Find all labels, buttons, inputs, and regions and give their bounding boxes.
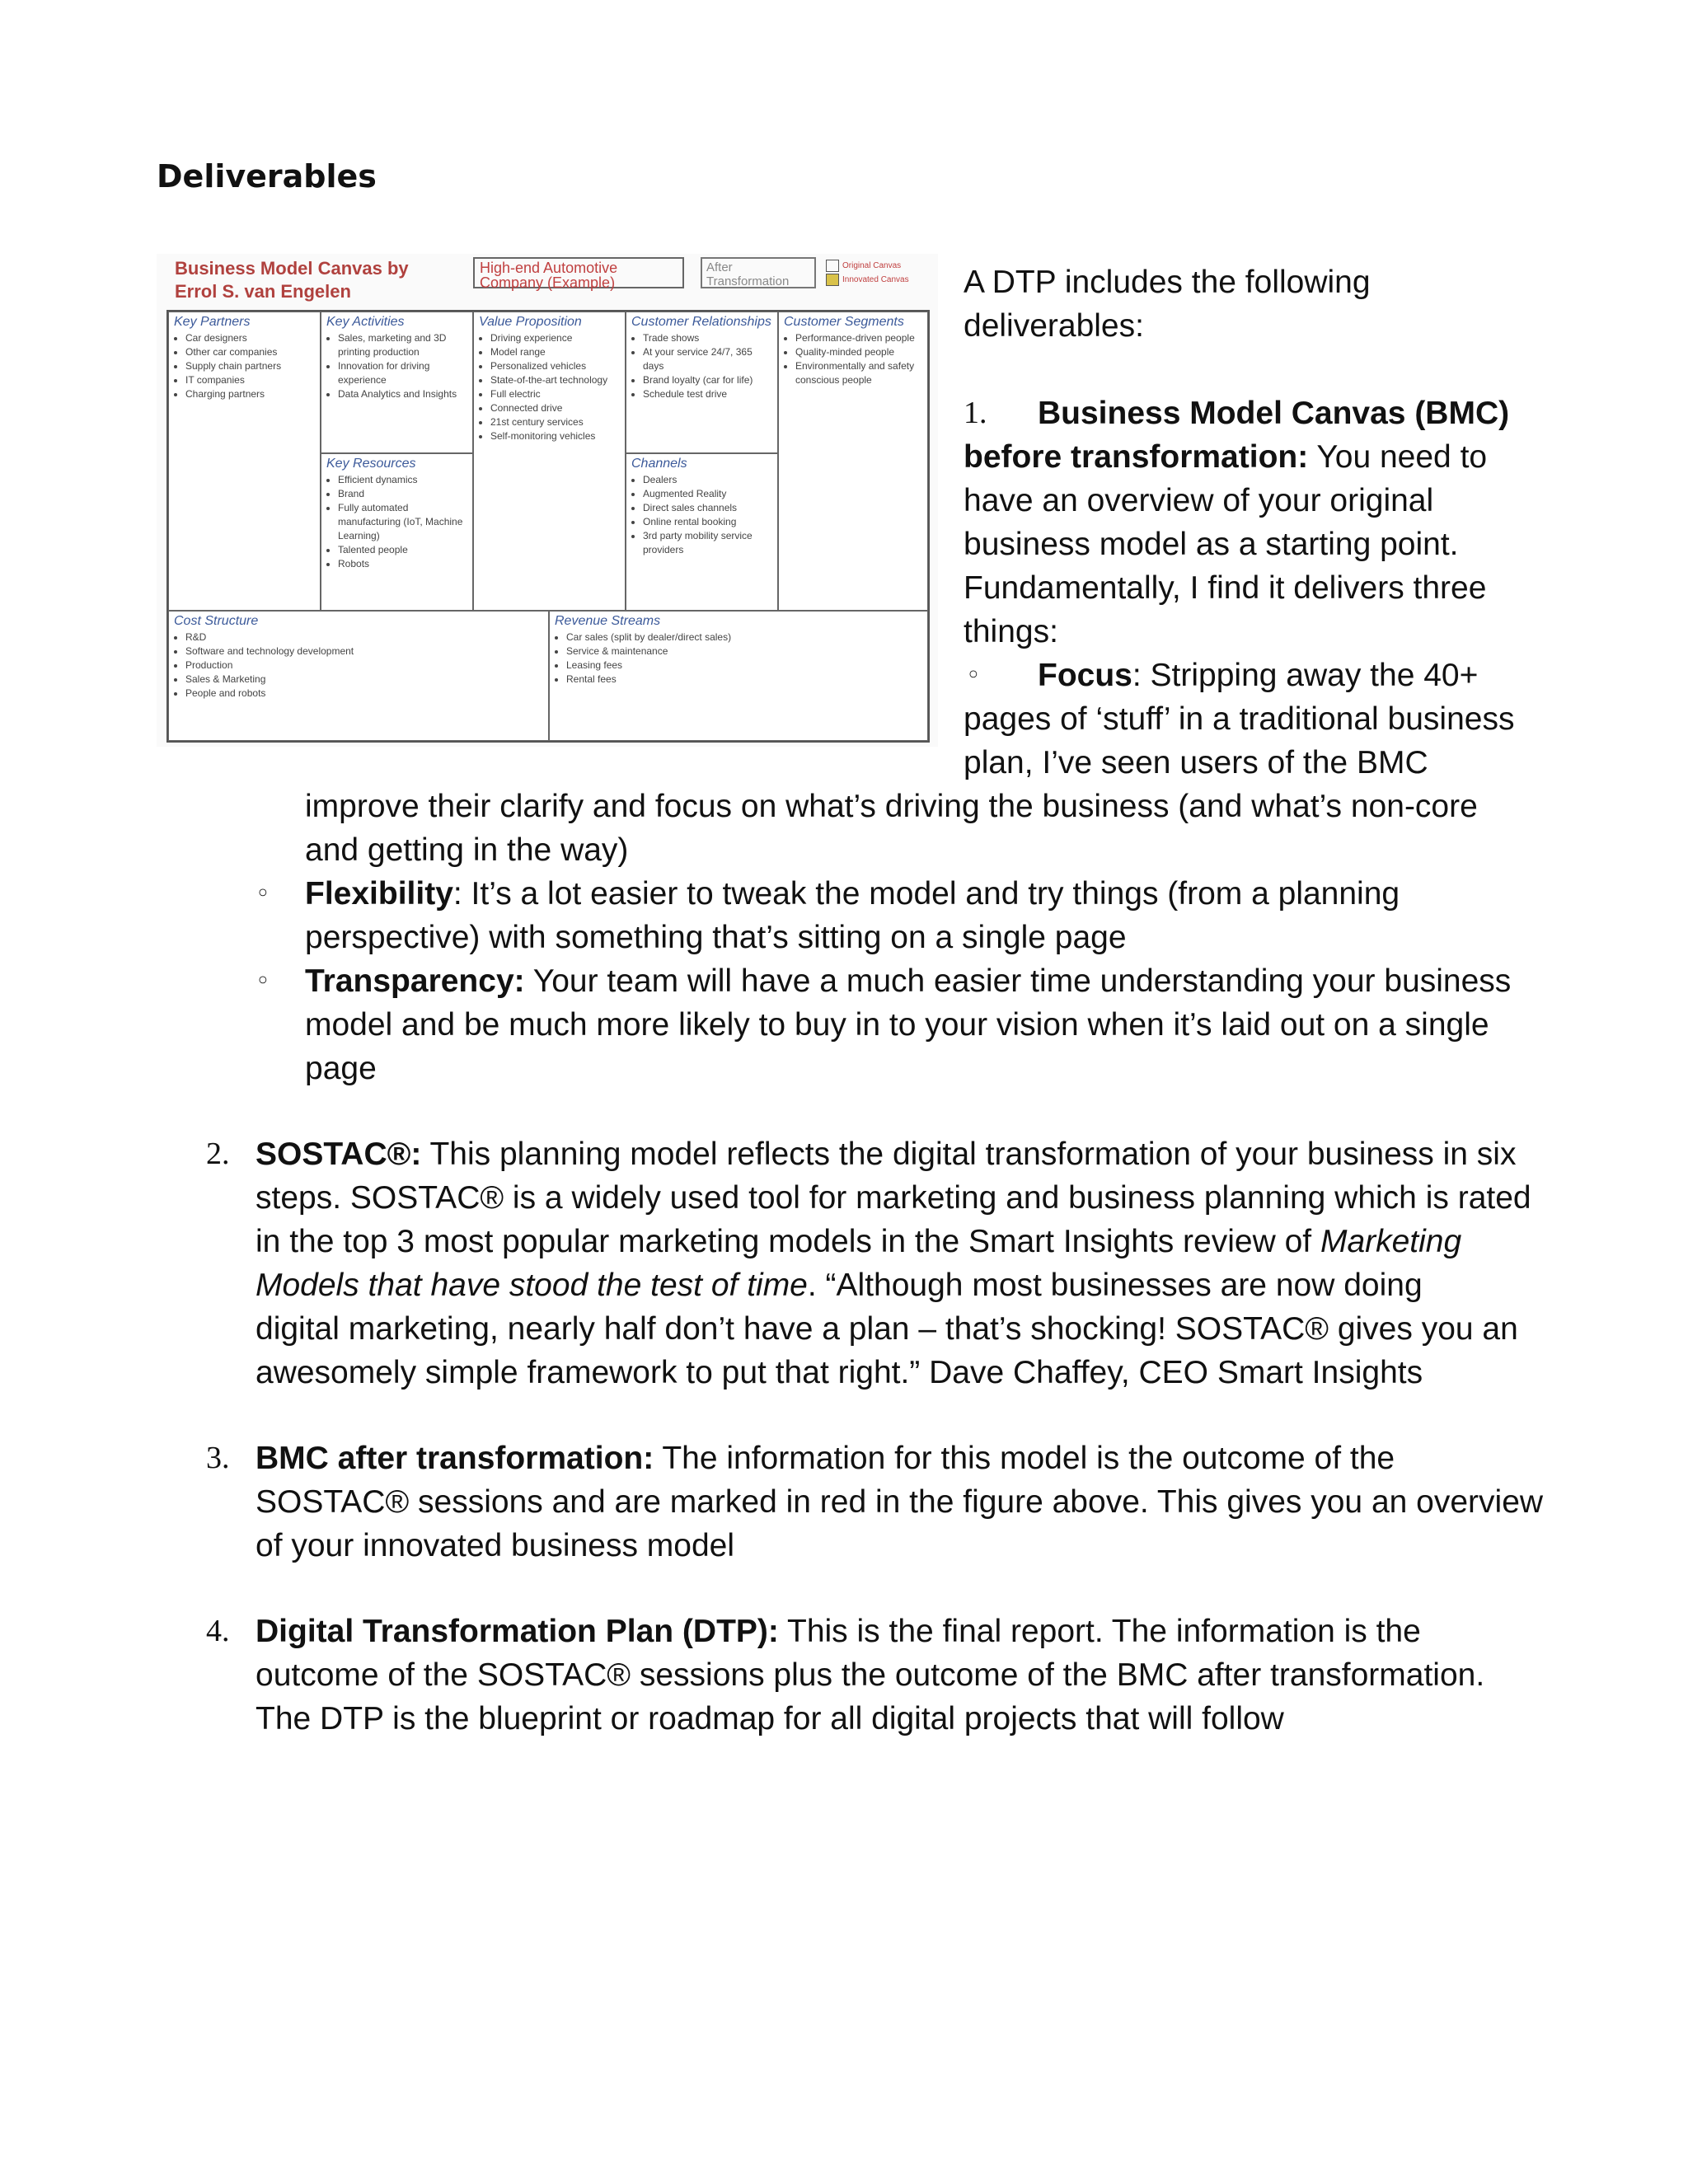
bmc-cell-item: • Rental fees <box>566 673 922 687</box>
legend-innovated: Innovated Canvas <box>842 275 909 284</box>
bmc-cell-item: • Innovation for driving experience <box>338 359 467 387</box>
focus-line <box>1038 654 1478 697</box>
bmc-company-line: High-end Automotive <box>480 260 618 276</box>
bmc-cell-item: • Brand <box>338 487 467 501</box>
bmc-cell <box>778 312 928 611</box>
bmc-cell-item: • Environmentally and safety conscious people <box>795 359 922 387</box>
item1-line: Fundamentally, I find it delivers three <box>964 570 1487 606</box>
bmc-cell-item: • 21st century services <box>490 415 620 429</box>
bmc-cell-title: Customer Segments <box>784 315 904 329</box>
bmc-cell-item: • Charging partners <box>185 387 315 401</box>
item3-line <box>256 1436 1395 1480</box>
bmc-figure-title <box>175 257 409 303</box>
bmc-cell-item: • Quality-minded people <box>795 345 922 359</box>
bmc-cell-item: • Online rental booking <box>643 515 772 529</box>
item3-text: The information for this model is the outcome of the <box>654 1441 1395 1476</box>
bmc-cell-list <box>784 331 922 387</box>
transparency-bold: Transparency: <box>305 963 525 999</box>
list-number: 3. <box>206 1441 230 1475</box>
bmc-cell-title: Key Resources <box>326 457 416 471</box>
item1-bold-title: Business Model Canvas (BMC) <box>1038 396 1510 431</box>
list-number: 4. <box>206 1614 230 1648</box>
transparency-line: model and be much more likely to buy in to your vision when it’s laid out on a single <box>305 1007 1489 1043</box>
bmc-title-line: Business Model Canvas by <box>175 258 409 279</box>
bmc-cell-item: • Trade shows <box>643 331 772 345</box>
bmc-cell-item: • 3rd party mobility service providers <box>643 529 772 557</box>
list-number: 1. <box>964 396 987 430</box>
bmc-cell-list <box>631 473 772 557</box>
bmc-cell <box>321 312 473 453</box>
bmc-cell-title: Channels <box>631 457 687 471</box>
item2-text: . “Although most businesses are now doing <box>807 1268 1423 1303</box>
bmc-grid <box>166 310 930 743</box>
bmc-after-box <box>701 257 816 288</box>
item4-text: This is the final report. The information is the <box>778 1614 1421 1649</box>
flexibility-bold: Flexibility <box>305 876 453 912</box>
bmc-after-line: Transformation <box>706 274 790 288</box>
bmc-cell-item: • Talented people <box>338 543 467 557</box>
focus-line: plan, I’ve seen users of the BMC <box>964 745 1428 780</box>
item3-line: of your innovated business model <box>256 1528 735 1563</box>
bmc-cell-item: • Model range <box>490 345 620 359</box>
bmc-cell-item: • Driving experience <box>490 331 620 345</box>
bmc-cell-item: • Fully automated manufacturing (IoT, Machine Learning) <box>338 501 467 543</box>
bmc-cell-list <box>555 630 922 687</box>
bmc-cell-item: • Leasing fees <box>566 658 922 673</box>
item2-line: steps. SOSTAC® is a widely used tool for marketing and business planning which is rated <box>256 1180 1531 1216</box>
bmc-cell-item: • People and robots <box>185 687 543 701</box>
page-title: Deliverables <box>157 158 377 194</box>
bmc-cell-item: • Performance-driven people <box>795 331 922 345</box>
bmc-cell-title: Key Partners <box>174 315 251 329</box>
item2-line <box>256 1220 1461 1263</box>
focus-line: pages of ‘stuff’ in a traditional business <box>964 701 1515 737</box>
intro-line: A DTP includes the following <box>964 265 1371 300</box>
item1-line: business model as a starting point. <box>964 527 1459 562</box>
bmc-cell-item: • Efficient dynamics <box>338 473 467 487</box>
bmc-cell-item: • Brand loyalty (car for life) <box>643 373 772 387</box>
item2-line <box>256 1132 1516 1176</box>
bmc-cell-title: Value Proposition <box>479 315 582 329</box>
item2-line: digital marketing, nearly half don’t have a plan – that’s shocking! SOSTAC® gives you an <box>256 1311 1518 1347</box>
bullet-circle-icon: ◦ <box>256 967 270 996</box>
bmc-cell-item: • Other car companies <box>185 345 315 359</box>
item1-line: things: <box>964 614 1058 649</box>
bmc-cell-list <box>326 331 467 401</box>
checked-box-icon <box>826 274 839 286</box>
focus-line: and getting in the way) <box>305 832 629 868</box>
checkbox-icon <box>826 260 839 272</box>
bmc-cell-title: Customer Relationships <box>631 315 771 329</box>
bmc-company-line: Company (Example) <box>480 274 616 291</box>
bmc-cell-item: • R&D <box>185 630 543 644</box>
bmc-company-box <box>473 257 684 291</box>
bmc-cell-item: • IT companies <box>185 373 315 387</box>
item4-line <box>256 1610 1421 1653</box>
bmc-cell-item: • Production <box>185 658 543 673</box>
bmc-cell-item: • State-of-the-art technology <box>490 373 620 387</box>
bmc-cell-list <box>174 331 315 401</box>
focus-text: : Stripping away the 40+ <box>1132 658 1479 693</box>
focus-bold: Focus <box>1038 658 1132 693</box>
bmc-cell <box>168 312 321 611</box>
item1-line <box>1038 391 1509 435</box>
item2-line <box>256 1263 1423 1307</box>
bmc-legend <box>826 259 909 287</box>
bmc-cell <box>626 453 778 611</box>
transparency-text: Your team will have a much easier time understanding your business <box>524 963 1512 999</box>
intro-line: deliverables: <box>964 308 1144 344</box>
bmc-cell-item: • Car designers <box>185 331 315 345</box>
bmc-cell-item: • Direct sales channels <box>643 501 772 515</box>
bmc-cell-item: • Supply chain partners <box>185 359 315 373</box>
bmc-cell-item: • Service & maintenance <box>566 644 922 658</box>
item2-italic: Marketing <box>1320 1224 1462 1259</box>
item4-bold: Digital Transformation Plan (DTP): <box>256 1614 779 1649</box>
transparency-line: page <box>305 1051 377 1086</box>
bmc-cell-item: • Schedule test drive <box>643 387 772 401</box>
item1-text: You need to <box>1308 439 1488 475</box>
bmc-cell-item: • Dealers <box>643 473 772 487</box>
bmc-cell-title: Cost Structure <box>174 614 259 628</box>
item2-text: in the top 3 most popular marketing models in the Smart Insights review of <box>256 1224 1320 1259</box>
item1-line: have an overview of your original <box>964 483 1434 518</box>
bmc-cell-title: Key Activities <box>326 315 405 329</box>
bmc-cell <box>626 312 778 453</box>
bmc-after-line: After <box>706 260 733 274</box>
list-number: 2. <box>206 1137 230 1171</box>
bullet-circle-icon: ◦ <box>966 661 981 690</box>
item2-text: This planning model reflects the digital transformation of your business in six <box>421 1137 1517 1172</box>
transparency-line <box>305 959 1511 1003</box>
bmc-cell <box>321 453 473 611</box>
bmc-cell <box>549 611 928 741</box>
bmc-cell-item: • Data Analytics and Insights <box>338 387 467 401</box>
item2-bold: SOSTAC®: <box>256 1137 422 1172</box>
bmc-cell <box>168 611 549 741</box>
bmc-cell-item: • At your service 24/7, 365 days <box>643 345 772 373</box>
bmc-cell-item: • Personalized vehicles <box>490 359 620 373</box>
bmc-cell-item: • Sales & Marketing <box>185 673 543 687</box>
item2-italic: Models that have stood the test of time <box>256 1268 808 1303</box>
bmc-cell-list <box>174 630 543 701</box>
item1-line <box>964 435 1487 479</box>
item4-line: The DTP is the blueprint or roadmap for all digital projects that will follow <box>256 1701 1284 1736</box>
bmc-cell-item: • Augmented Reality <box>643 487 772 501</box>
flexibility-text: : It’s a lot easier to tweak the model and try things (from a planning <box>452 876 1400 912</box>
bmc-cell-item: • Sales, marketing and 3D printing production <box>338 331 467 359</box>
item3-line: SOSTAC® sessions and are marked in red in the figure above. This gives you an overview <box>256 1484 1544 1520</box>
bmc-cell-title: Revenue Streams <box>555 614 661 628</box>
bmc-cell-item: • Car sales (split by dealer/direct sales) <box>566 630 922 644</box>
bmc-cell <box>473 312 626 611</box>
bmc-cell-list <box>479 331 620 443</box>
flexibility-line <box>305 872 1400 916</box>
bmc-cell-list <box>326 473 467 571</box>
item4-line: outcome of the SOSTAC® sessions plus the outcome of the BMC after transformation. <box>256 1657 1485 1693</box>
item1-bold-title-cont: before transformation: <box>964 439 1309 475</box>
bmc-cell-list <box>631 331 772 401</box>
bmc-cell-item: • Software and technology development <box>185 644 543 658</box>
bmc-cell-item: • Full electric <box>490 387 620 401</box>
focus-line: improve their clarify and focus on what’s driving the business (and what’s non-core <box>305 789 1478 824</box>
bmc-cell-item: • Self-monitoring vehicles <box>490 429 620 443</box>
bmc-cell-item: • Connected drive <box>490 401 620 415</box>
item2-line: awesomely simple framework to put that right.” Dave Chaffey, CEO Smart Insights <box>256 1355 1423 1390</box>
bmc-figure <box>157 254 938 747</box>
flexibility-line: perspective) with something that’s sitting on a single page <box>305 920 1127 955</box>
legend-original: Original Canvas <box>842 261 902 270</box>
bmc-title-line: Errol S. van Engelen <box>175 281 351 302</box>
bmc-cell-item: • Robots <box>338 557 467 571</box>
bullet-circle-icon: ◦ <box>256 879 270 908</box>
item3-bold: BMC after transformation: <box>256 1441 654 1476</box>
